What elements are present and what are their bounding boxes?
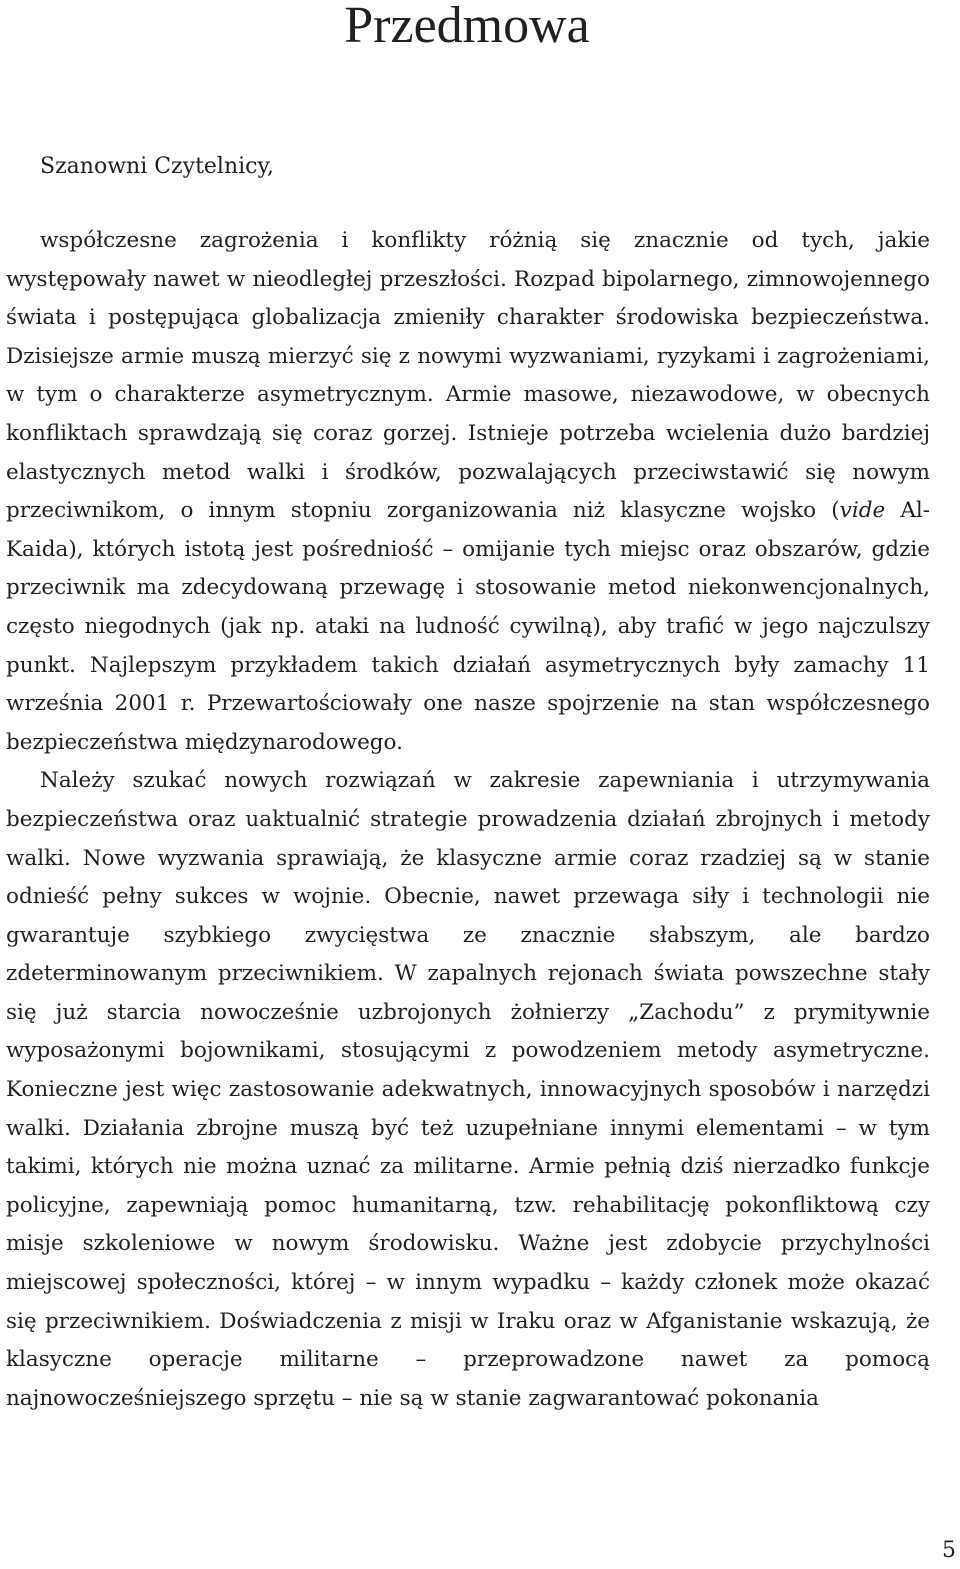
paragraph-1-text-b: Al-Kaida), których istotą jest pośredniość – omijanie tych miejsc oraz obszarów, gdzie przeciwnik ma zdecydowaną przewagę i stosowanie metod niekonwencjonalnych, często niegodnych (jak np. ataki na ludność cywilną), aby trafić w jego najczulszy punkt. Najlepszym przykładem takich działań asymetrycznych były zamachy 11 września 2001 r. Przewartościowały one nasze spojrzenie na stan współczesnego bezpieczeństwa międzynarodowego.	[6, 498, 930, 755]
page-title: Przedmowa	[344, 0, 590, 54]
body-text	[6, 222, 930, 1418]
paragraph-1-vide: vide	[839, 498, 886, 524]
paragraph-1-text-a: współczesne zagrożenia i konflikty różnią się znacznie od tych, jakie występowały nawet w nieodległej przeszłości. Rozpad bipolarnego, zimnowojennego świata i postępująca globalizacja zmieniły charakter środowiska bezpieczeństwa. Dzisiejsze armie muszą mierzyć się z nowymi wyzwaniami, ryzykami i zagrożeniami, w tym o charakterze asymetrycznym. Armie masowe, niezawodowe, w obecnych konfliktach sprawdzają się coraz gorzej. Istnieje potrzeba wcielenia dużo bardziej elastycznych metod walki i środków, pozwalających przeciwstawić się nowym przeciwnikom, o innym stopniu zorganizowania niż klasyczne wojsko (	[6, 228, 930, 524]
salutation: Szanowni Czytelnicy,	[40, 154, 274, 179]
paragraph-1	[6, 222, 930, 762]
page-number: 5	[942, 1538, 956, 1563]
paragraph-2: Należy szukać nowych rozwiązań w zakresie zapewniania i utrzymywania bezpieczeństwa oraz uaktualnić strategie prowadzenia działań zbrojnych i metody walki. Nowe wyzwania sprawiają, że klasyczne armie coraz rzadziej są w stanie odnieść pełny sukces w wojnie. Obecnie, nawet przewaga siły i technologii nie gwarantuje szybkiego zwycięstwa ze znacznie słabszym, ale bardzo zdeterminowanym przeciwnikiem. W zapalnych rejonach świata powszechne stały się już starcia nowocześnie uzbrojonych żołnierzy „Zachodu” z prymitywnie wyposażonymi bojownikami, stosującymi z powodzeniem metody asymetryczne. Konieczne jest więc zastosowanie adekwatnych, innowacyjnych sposobów i narzędzi walki. Działania zbrojne muszą być też uzupełniane innymi elementami – w tym takimi, których nie można uznać za militarne. Armie pełnią dziś nierzadko funkcje policyjne, zapewniają pomoc humanitarną, tzw. rehabilitację pokonfliktową czy misje szkoleniowe w nowym środowisku. Ważne jest zdobycie przychylności miejscowej społeczności, której – w innym wypadku – każdy członek może okazać się przeciwnikiem. Doświadczenia z misji w Iraku oraz w Afganistanie wskazują, że klasyczne operacje militarne – przeprowadzone nawet za pomocą najnowocześniejszego sprzętu – nie są w stanie zagwarantować pokonania	[6, 768, 930, 1411]
